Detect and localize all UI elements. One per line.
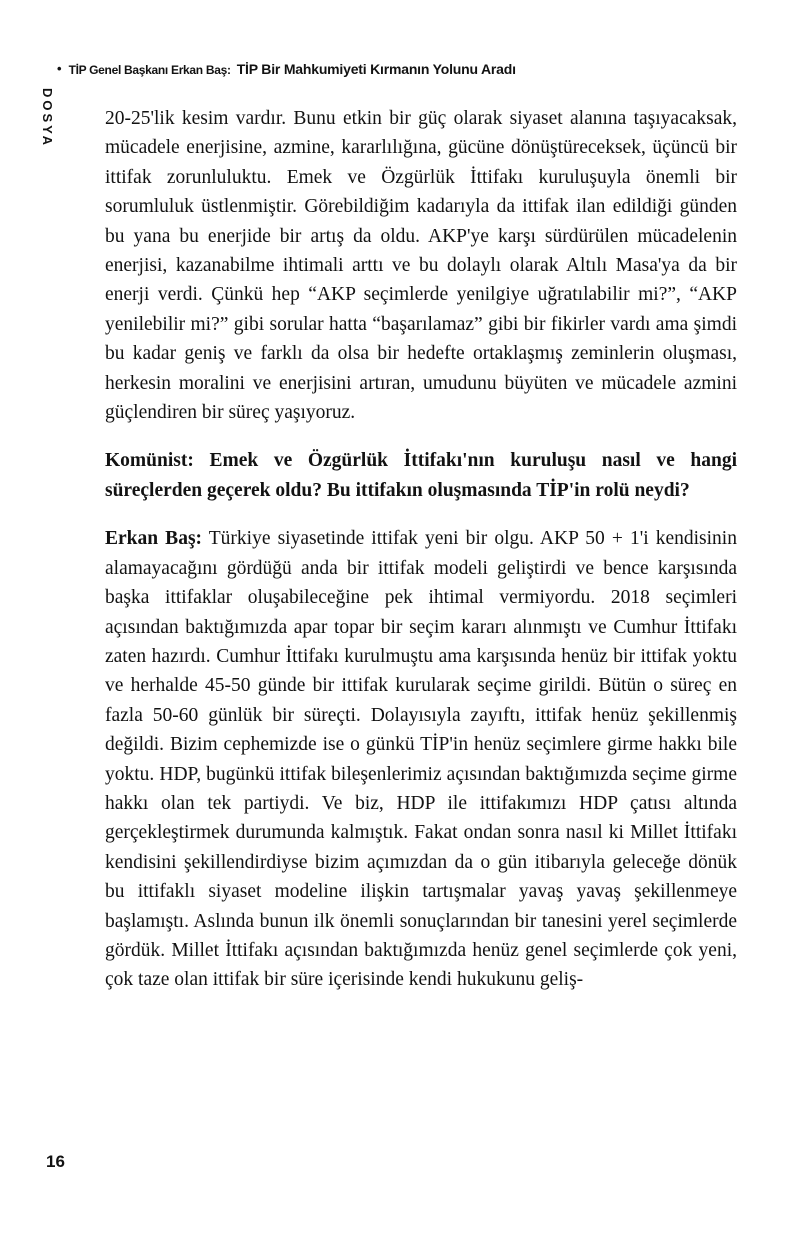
- bullet-icon: •: [57, 61, 62, 76]
- page-header: [57, 61, 758, 79]
- section-label-dosya: DOSYA: [40, 88, 55, 149]
- answer-speaker-label: Erkan Baş:: [105, 528, 203, 550]
- paragraph-text: 20-25'lik kesim vardır. Bunu etkin bir güç olarak siyaset alanına taşıyacaksak, mücadele enerjisine, azmine, kararlılığına, gücüne dönüştüreceksek, üçüncü bir ittifak zorunluluktu. Emek ve Özgürlük İttifakı kuruluşuyla önemli bir sorumluluk üstlenmiştir. Görebildiğim kadarıyla da ittifak ilan edildiği günden bu yana bu enerjide bir artış da oldu. AKP'ye karşı sürdürülen mücadelenin enerjisi, kazanabilme ihtimali arttı ve bu dolaylı olarak Altılı Masa'ya da bir enerji verdi. Çünkü hep “AKP seçimlerde yenilgiye uğratılabilir mi?”, “AKP yenilebilir mi?” gibi sorular hatta “başarılamaz” gibi bir fikirler vardı ama şimdi bu kadar geniş ve farklı da olsa bir hedefte ortaklaşmış zeminlerin oluşması, herkesin moralini ve enerjisini artıran, umudunu büyüten ve mücadele azmini güçlendiren bir süreç yaşıyoruz.: [105, 108, 737, 424]
- answer-text: Türkiye siyasetinde ittifak yeni bir olgu. AKP 50 + 1'i kendisinin alamayacağını gördüğü anda bir ittifak modeli geliştirdi ve bence karşısında başka ittifaklar oluşabileceğine pek ihtimal vermiyordu. 2018 seçimleri açısından baktığımızda apar topar bir seçim kararı alınmıştı ve Cumhur İttifakı zaten hazırdı. Cumhur İttifakı kurulmuştu ama karşısında henüz bir ittifak yoktu ve herhalde 45-50 günde bir ittifak kurularak seçime girildi. Bütün o süreç en fazla 50-60 günlük bir süreçti. Dolayısıyla zayıftı, ittifak henüz şekillenmiş değildi. Bizim cephemizde ise o günkü TİP'in henüz seçimlere girme hakkı bile yoktu. HDP, bugünkü ittifak bileşenlerimiz açısından baktığımızda seçime girme hakkı olan tek partiydi. Ve biz, HDP ile ittifakımızı HDP çatısı altında gerçekleştirmek durumunda kalmıştık. Fakat ondan sonra nasıl ki Millet İttifakı kendisini şekillendirdiyse bizim açımızdan da o gün itibarıyla geleceğe dönük bu ittifaklı siyaset modeline ilişkin tartışmalar yavaş yavaş şekillenmeye başlamıştı. Aslında bunun ilk önemli sonuçlarından bir tanesini yerel seçimlerde gördük. Millet İttifakı açısından baktığımızda henüz genel seçimlerde çok yeni, çok taze olan ittifak bir süre içerisinde kendi hukukunu geliş-: [105, 528, 737, 991]
- header-kicker: TİP Genel Başkanı Erkan Baş:: [68, 63, 231, 77]
- paragraph-continuation: [105, 104, 737, 427]
- header-title: TİP Bir Mahkumiyeti Kırmanın Yolunu Aradı: [236, 61, 516, 77]
- article-body: [105, 104, 737, 1014]
- question-text: Emek ve Özgürlük İttifakı'nın kuruluşu nasıl ve hangi süreçlerden geçerek oldu? Bu ittifakın oluşmasında TİP'in rolü neydi?: [105, 450, 737, 501]
- question-speaker-label: Komünist:: [105, 450, 194, 472]
- page-number: 16: [46, 1152, 65, 1171]
- interview-answer: [105, 524, 737, 995]
- interview-question: [105, 446, 737, 505]
